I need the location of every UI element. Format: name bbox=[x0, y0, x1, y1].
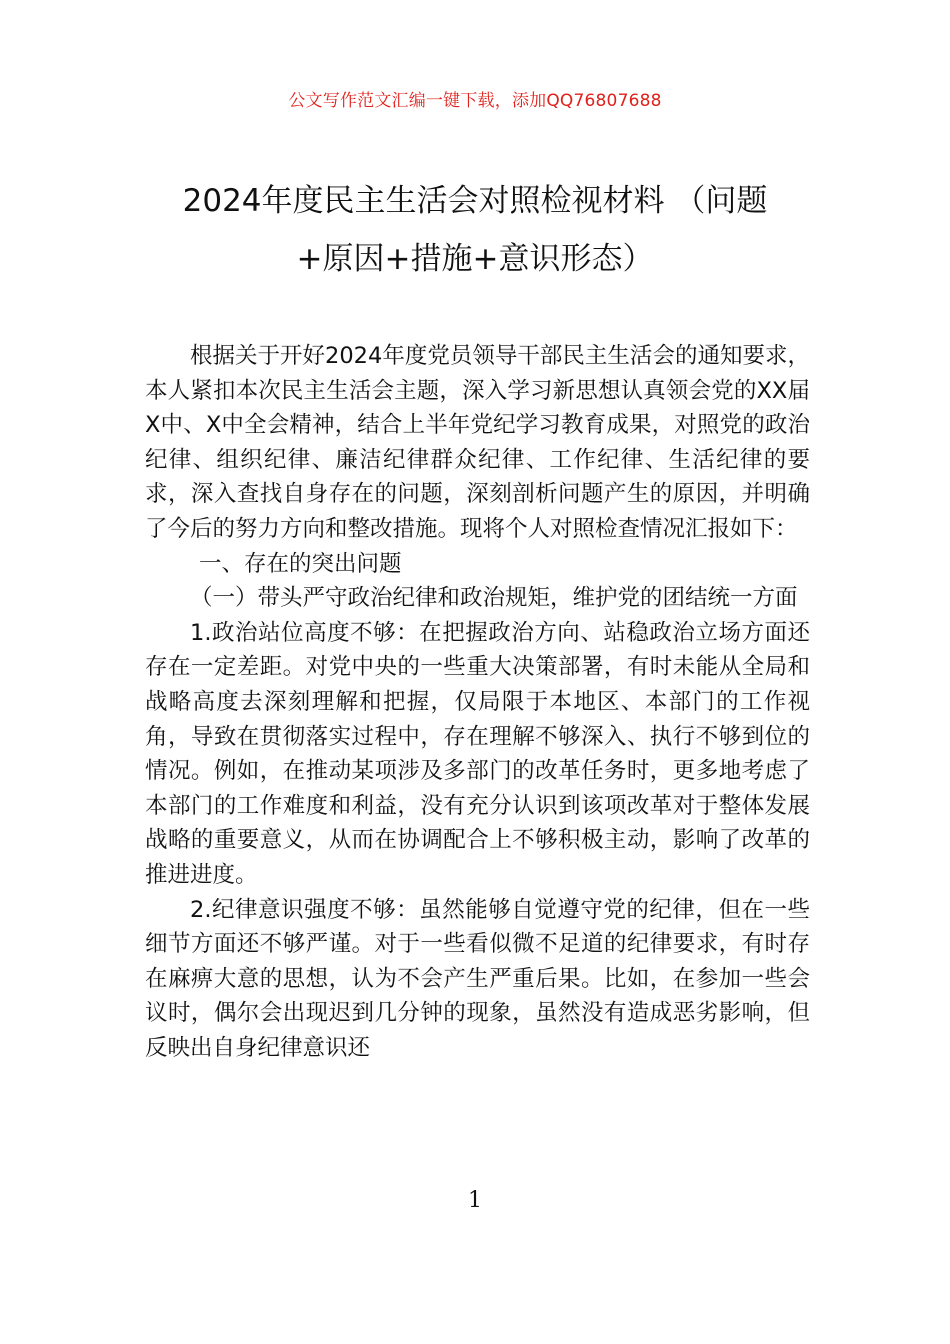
section-heading: 一、存在的突出问题 bbox=[199, 550, 402, 577]
intro-paragraph: 根据关于开好2024年度党员领导干部民主生活会的通知要求，本人紧扣本次民主生活会主题，深入学习新思想认真领会党的XX届X中、X中全会精神，结合上半年党纪学习教育成果，对照党的政治纪律、组织纪律、廉洁纪律群众纪律、工作纪律、生活纪律的要求，深入查找自身存在的问题，深刻剖析问题产生的原因，并明确了今后的努力方向和整改措施。现将个人对照检查情况汇报如下： bbox=[145, 343, 810, 542]
page-number: 1 bbox=[468, 1188, 482, 1213]
subsection-heading: （一）带头严守政治纪律和政治规矩，维护党的团结统一方面 bbox=[190, 585, 798, 612]
item-paragraph-2: 2.纪律意识强度不够：虽然能够自觉遵守党的纪律，但在一些细节方面还不够严谨。对于一些看似微不足道的纪律要求，有时存在麻痹大意的思想，认为不会产生严重后果。比如，在参加一些会议时，偶尔会出现迟到几分钟的现象，虽然没有造成恶劣影响，但反映出自身纪律意识还 bbox=[145, 896, 810, 1061]
document-title bbox=[140, 172, 810, 288]
document-body bbox=[145, 339, 810, 1065]
download-ad-banner: 公文写作范文汇编一键下载，添加QQ76807688 bbox=[288, 91, 662, 111]
title-line-1: 2024年度民主生活会对照检视材料 （问题 bbox=[182, 183, 768, 219]
item-paragraph-1: 1.政治站位高度不够：在把握政治方向、站稳政治立场方面还存在一定差距。对党中央的一些重大决策部署，有时未能从全局和战略高度去深刻理解和把握，仅局限于本地区、本部门的工作视角，导致在贯彻落实过程中，存在理解不够深入、执行不够到位的情况。例如，在推动某项涉及多部门的改革任务时，更多地考虑了本部门的工作难度和利益，没有充分认识到该项改革对于整体发展战略的重要意义，从而在协调配合上不够积极主动，影响了改革的推进进度。 bbox=[145, 619, 810, 888]
title-line-2: +原因+措施+意识形态） bbox=[296, 241, 654, 277]
